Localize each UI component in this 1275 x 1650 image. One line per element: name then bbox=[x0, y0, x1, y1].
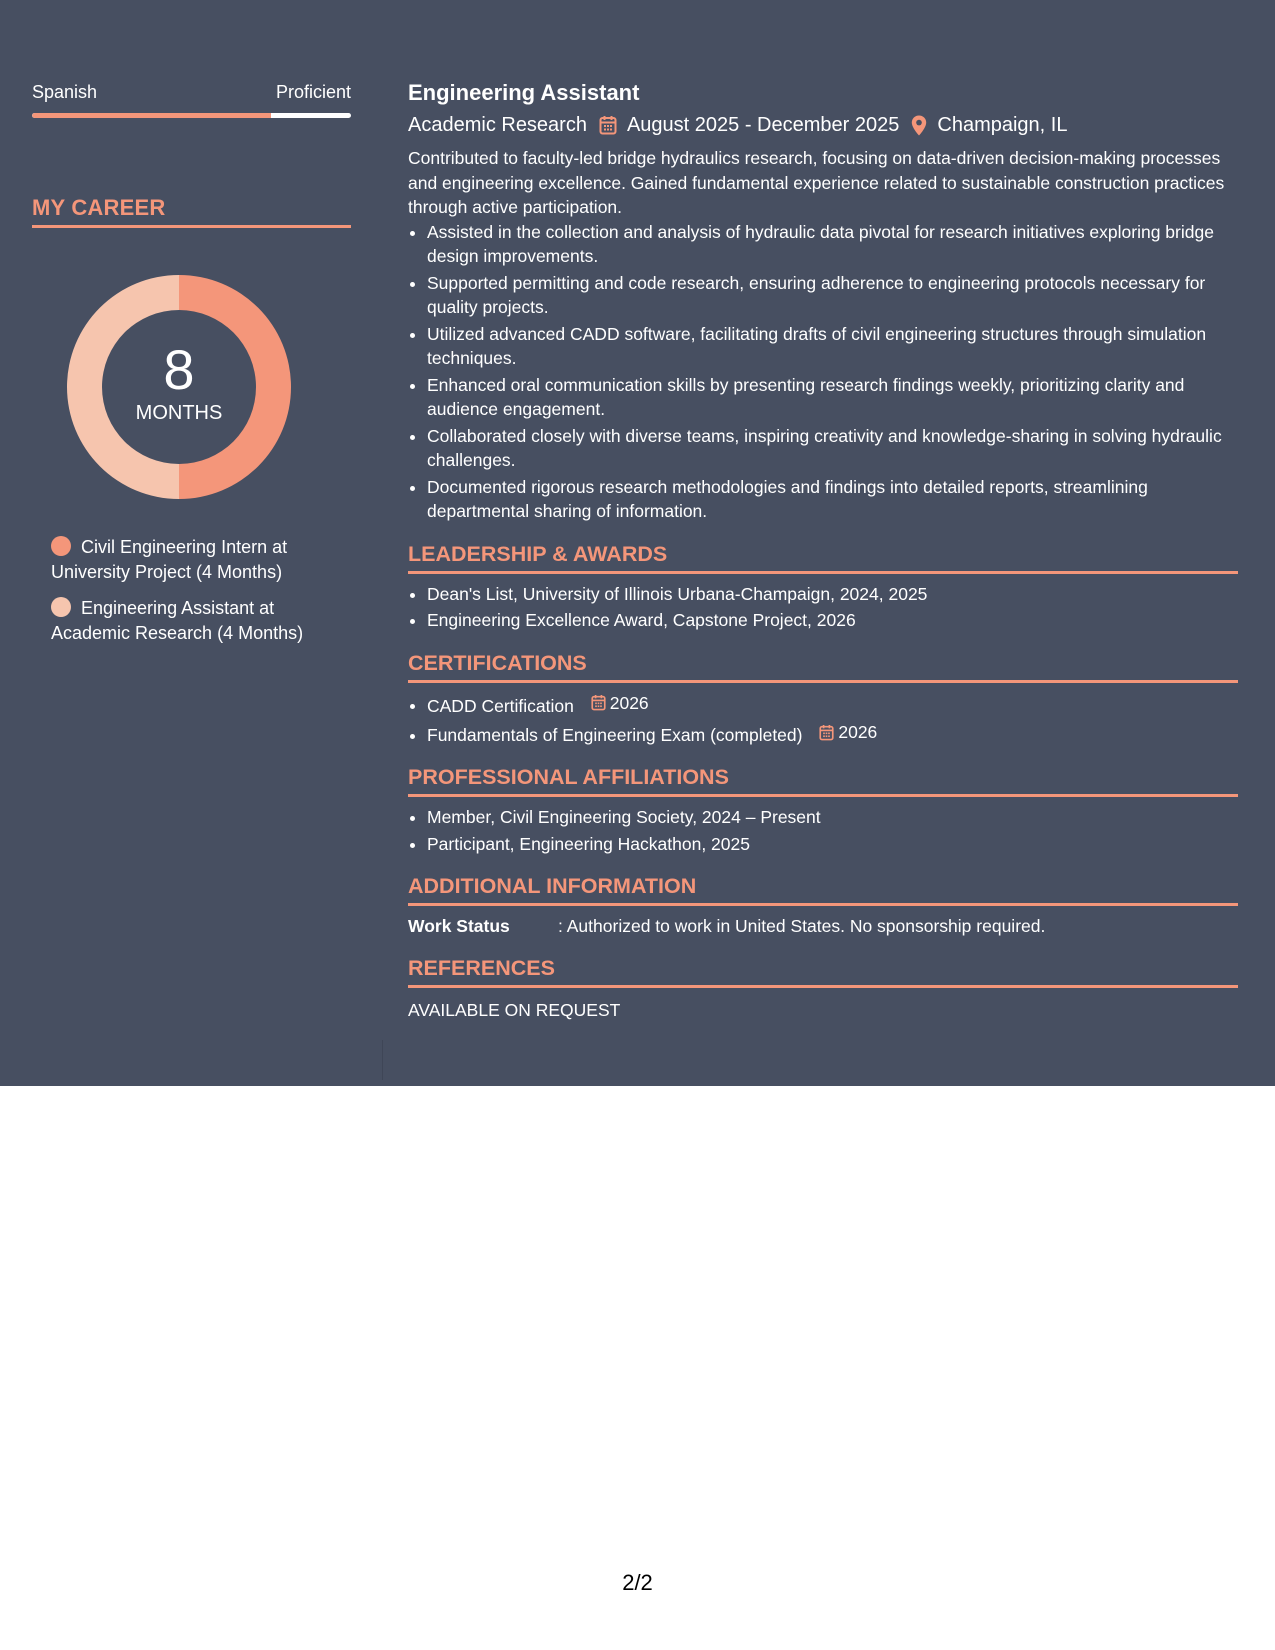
additional-info-section-title: ADDITIONAL INFORMATION bbox=[408, 872, 1238, 906]
career-legend bbox=[51, 535, 351, 657]
job-bullet: • Collaborated closely with diverse teams, inspiring creativity and knowledge-sharing in solving hydraulic challenges. bbox=[427, 424, 1238, 473]
certification-date bbox=[591, 691, 649, 716]
language-level-bar bbox=[32, 113, 351, 118]
work-status-value: : Authorized to work in United States. No sponsorship required. bbox=[558, 916, 1046, 936]
legend-label: Engineering Assistant at Academic Research (4 Months) bbox=[51, 598, 304, 643]
right-column bbox=[408, 78, 1238, 1022]
leadership-item: • Dean's List, University of Illinois Urbana-Champaign, 2024, 2025 bbox=[427, 582, 1238, 607]
certifications-section-title: CERTIFICATIONS bbox=[408, 649, 1238, 683]
legend-label: Civil Engineering Intern at University Project (4 Months) bbox=[51, 537, 288, 582]
work-status-row bbox=[408, 914, 1238, 938]
certification-item bbox=[427, 720, 1238, 747]
leadership-item: • Engineering Excellence Award, Capstone Project, 2026 bbox=[427, 608, 1238, 633]
job-summary: Contributed to faculty-led bridge hydraulics research, focusing on data-driven decision-making processes and engineering excellence. Gained fundamental experience related to sustainable construction practices through active participation. bbox=[408, 148, 1225, 217]
career-total-number: 8 bbox=[163, 337, 195, 401]
certification-name: Fundamentals of Engineering Exam (completed) bbox=[427, 724, 803, 745]
language-level: Proficient bbox=[275, 82, 351, 102]
affiliation-item: • Member, Civil Engineering Society, 2024 – Present bbox=[427, 805, 1238, 830]
certification-name: CADD Certification bbox=[427, 695, 574, 716]
job-bullet: • Documented rigorous research methodologies and findings into detailed reports, streamlining departmental sharing of information. bbox=[427, 475, 1238, 524]
job-bullets bbox=[408, 220, 1238, 524]
certification-year: 2026 bbox=[838, 721, 878, 742]
legend-dot bbox=[51, 597, 71, 617]
job-title: Engineering Assistant bbox=[408, 80, 640, 105]
calendar-icon bbox=[591, 694, 606, 711]
references-section-title: REFERENCES bbox=[408, 954, 1238, 988]
job-bullet: • Utilized advanced CADD software, facilitating drafts of civil engineering structures through simulation techniques. bbox=[427, 322, 1238, 371]
certification-year: 2026 bbox=[609, 692, 649, 713]
career-donut-chart bbox=[67, 275, 291, 499]
calendar-icon bbox=[599, 115, 617, 135]
language-row bbox=[32, 82, 351, 103]
career-total-unit: MONTHS bbox=[135, 401, 223, 424]
column-divider bbox=[382, 1040, 383, 1080]
certification-item bbox=[427, 691, 1238, 718]
job-bullet: • Supported permitting and code research, ensuring adherence to engineering protocols necessary for quality projects. bbox=[427, 271, 1238, 320]
work-status-label: Work Status bbox=[408, 916, 510, 936]
job-dates: August 2025 - December 2025 bbox=[626, 114, 900, 136]
page-number: 2/2 bbox=[622, 1570, 653, 1595]
legend-item bbox=[51, 535, 351, 585]
calendar-icon bbox=[819, 724, 834, 741]
affiliations-section-title: PROFESSIONAL AFFILIATIONS bbox=[408, 763, 1238, 797]
donut-center bbox=[67, 275, 291, 499]
certification-date bbox=[819, 720, 877, 745]
language-level-fill bbox=[32, 113, 271, 118]
leadership-list bbox=[408, 582, 1238, 633]
legend-item bbox=[51, 596, 351, 646]
career-section-title: MY CAREER bbox=[32, 195, 351, 228]
affiliation-item: • Participant, Engineering Hackathon, 2025 bbox=[427, 832, 1238, 857]
references-text: AVAILABLE ON REQUEST bbox=[408, 1000, 621, 1020]
certifications-list bbox=[408, 691, 1238, 748]
job-meta bbox=[408, 110, 1238, 140]
job-bullet: • Assisted in the collection and analysis of hydraulic data pivotal for research initiatives exploring bridge design improvements. bbox=[427, 220, 1238, 269]
job-location: Champaign, IL bbox=[937, 114, 1068, 136]
map-pin-icon bbox=[911, 115, 927, 136]
job-company: Academic Research bbox=[408, 114, 587, 136]
affiliations-list bbox=[408, 805, 1238, 856]
leadership-section-title: LEADERSHIP & AWARDS bbox=[408, 540, 1238, 574]
legend-dot bbox=[51, 536, 71, 556]
language-name: Spanish bbox=[32, 82, 98, 102]
job-bullet: • Enhanced oral communication skills by presenting research findings weekly, prioritizing clarity and audience engagement. bbox=[427, 373, 1238, 422]
